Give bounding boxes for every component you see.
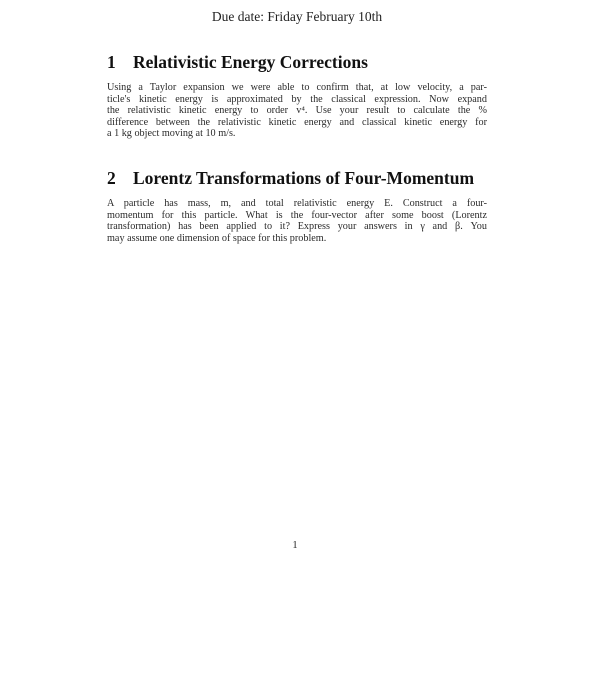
section-2-line: A particle has mass, m, and total relativistic energy E. Construct a four-	[107, 198, 487, 209]
section-2-line: may assume one dimension of space for this problem.	[107, 232, 327, 244]
section-1-number: 1	[107, 52, 116, 72]
section-2-line: transformation) has been applied to it? Express your answers in γ and β. You	[107, 221, 487, 233]
section-2-line: momentum for this particle. What is the four-vector after some boost (Lorentz	[107, 209, 487, 221]
section-1-line: Using a Taylor expansion we were able to confirm that, at low velocity, a par-	[107, 82, 487, 93]
section-1-paragraph	[107, 82, 487, 140]
section-1-title: Relativistic Energy Corrections	[133, 52, 368, 72]
section-1-heading	[107, 52, 368, 73]
section-1-line: the relativistic kinetic energy to order v⁴. Use your result to calculate the %	[107, 105, 487, 117]
section-1-line: difference between the relativistic kinetic energy and classical kinetic energy for	[107, 116, 487, 128]
section-2-title: Lorentz Transformations of Four-Momentum	[133, 168, 475, 188]
section-1-line: a 1 kg object moving at 10 m/s.	[107, 128, 236, 140]
section-2-paragraph	[107, 198, 487, 244]
section-1-line: ticle's kinetic energy is approximated by the classical expression. Now expand	[107, 93, 487, 105]
section-2-heading	[107, 168, 474, 189]
page-number: 1	[292, 540, 298, 551]
section-2-number: 2	[107, 168, 116, 188]
due-date-header: Due date: Friday February 10th	[211, 9, 383, 24]
